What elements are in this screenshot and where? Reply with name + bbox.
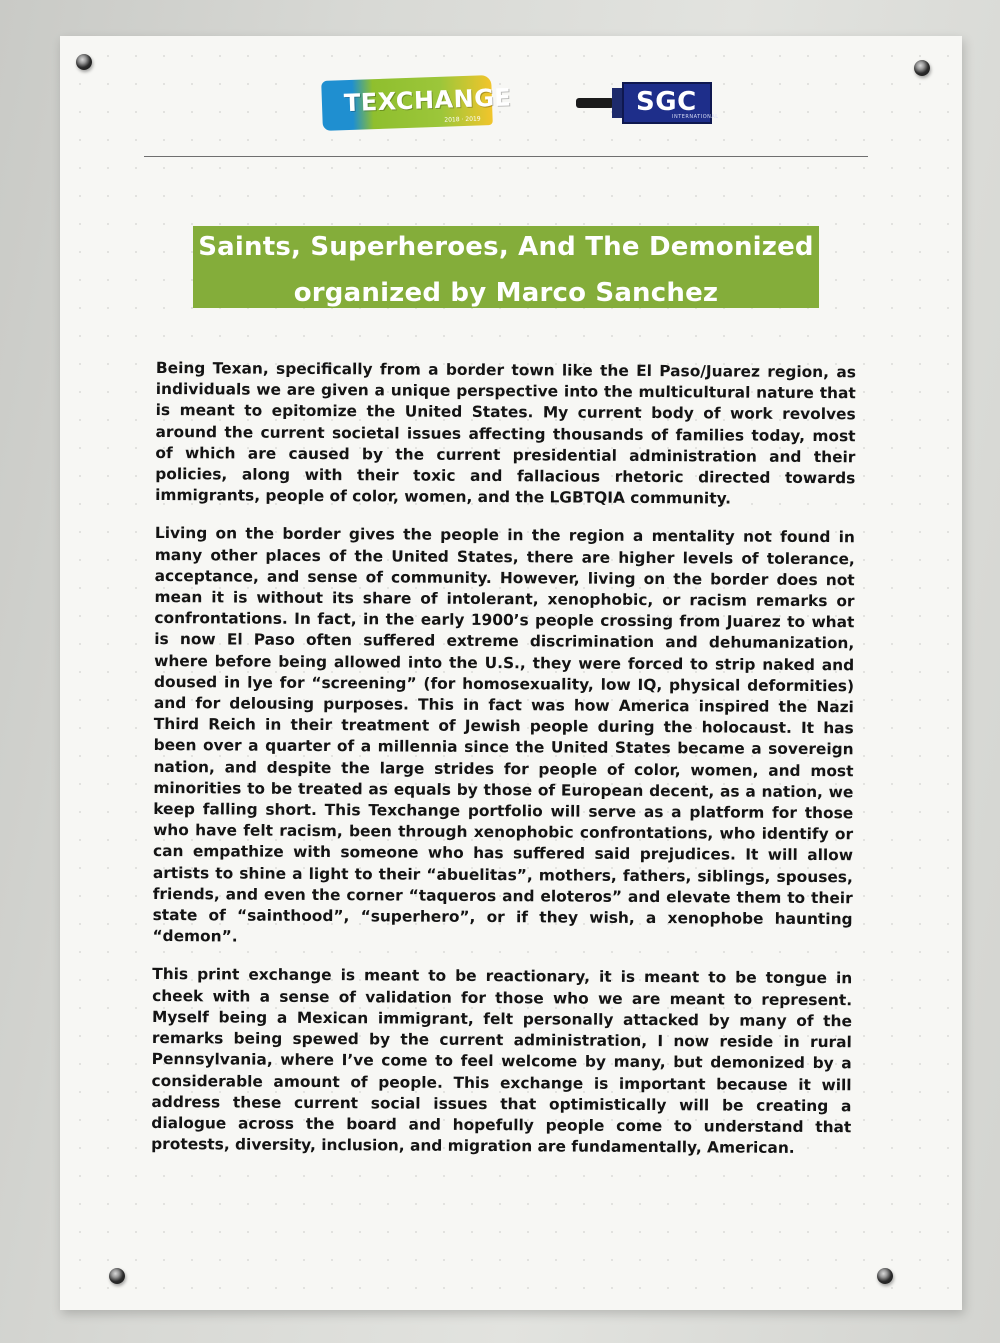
sgc-logo-box <box>622 82 719 124</box>
organizer-credit: organized by Marco Sanchez <box>293 278 719 308</box>
texchange-logo-years: 2018 · 2019 <box>444 115 481 124</box>
pushpin-bottom-left <box>109 1268 125 1284</box>
statement-paragraph-1: Being Texan, specifically from a border town like the El Paso/Juarez region, as individuals we are given a unique perspective into the multicultural nature that is meant to epitomize the United States. My current body of work revolves around the current societal issues affecting thousands of families today, most of which are caused by the current presidential administration and their policies, along with their toxic and fallacious rhetoric directed towards immigrants, people of color, women, and the LGBTQIA community. <box>155 358 856 508</box>
sgc-international-logo <box>576 82 719 126</box>
title-banner <box>193 226 819 308</box>
brayer-handle-icon <box>576 98 614 108</box>
sgc-logo-subtext: INTERNATIONAL <box>672 114 719 120</box>
pushpin-top-left <box>76 54 92 70</box>
statement-paragraph-3: This print exchange is meant to be reactionary, it is meant to be tongue in cheek with a sense of validation for those who we are meant to represent. Myself being a Mexican immigrant, felt personally attacked by many of the remarks being spewed by the current administration, I now reside in rural Pennsylvania, where I’ve come to feel welcome by many, but demonized by a considerable amount of people. This exchange is important because it will address these current social issues that optimistically will be creating a dialogue across the board and hopefully people come to understand that protests, diversity, inclusion, and migration are fundamentally, American. <box>151 965 853 1158</box>
exhibition-poster <box>60 36 962 1310</box>
texchange-logo-text: TEXCHANGE <box>343 83 512 118</box>
pushpin-top-right <box>914 60 930 76</box>
sgc-logo-text: SGC <box>636 87 697 117</box>
pushpin-bottom-right <box>877 1268 893 1284</box>
exhibition-title: Saints, Superheroes, And The Demonized <box>198 232 814 262</box>
brayer-cap-icon <box>612 88 622 118</box>
statement-body <box>151 358 856 1177</box>
texchange-logo <box>321 75 512 131</box>
header-divider <box>144 156 868 157</box>
statement-paragraph-2: Living on the border gives the people in the region a mentality not found in many other places of the United States, there are higher levels of tolerance, acceptance, and sense of community. However, living on the border does not mean it is without its share of intolerant, xenophobic, or racism remarks or confrontations. In fact, in the early 1900’s people crossing from Juarez to what is now El Paso often suffered extreme discrimination and dehumanization, where before being allowed into the U.S., they were forced to strip naked and doused in lye for “screening” (for homosexuality, low IQ, physical deformities) and for delousing purposes. This in fact was how America inspired the Nazi Third Reich in their treatment of Jewish people during the holocaust. It has been over a quarter of a millennia since the United States became a sovereign nation, and despite the large strides for people of color, women, and most minorities to be treated as equals by those of European decent, as a nation, we keep falling short. This Texchange portfolio will serve as a platform for those who have felt racism, been through xenophobic confrontations, who identify or can empathize with someone who has suffered said prejudices. It will allow artists to shine a light to their “abuelitas”, mothers, fathers, siblings, spouses, friends, and even the corner “taqueros and eloteros” and elevate them to their state of “sainthood”, “superhero”, or if they wish, a xenophobe haunting “demon”. <box>152 524 855 946</box>
